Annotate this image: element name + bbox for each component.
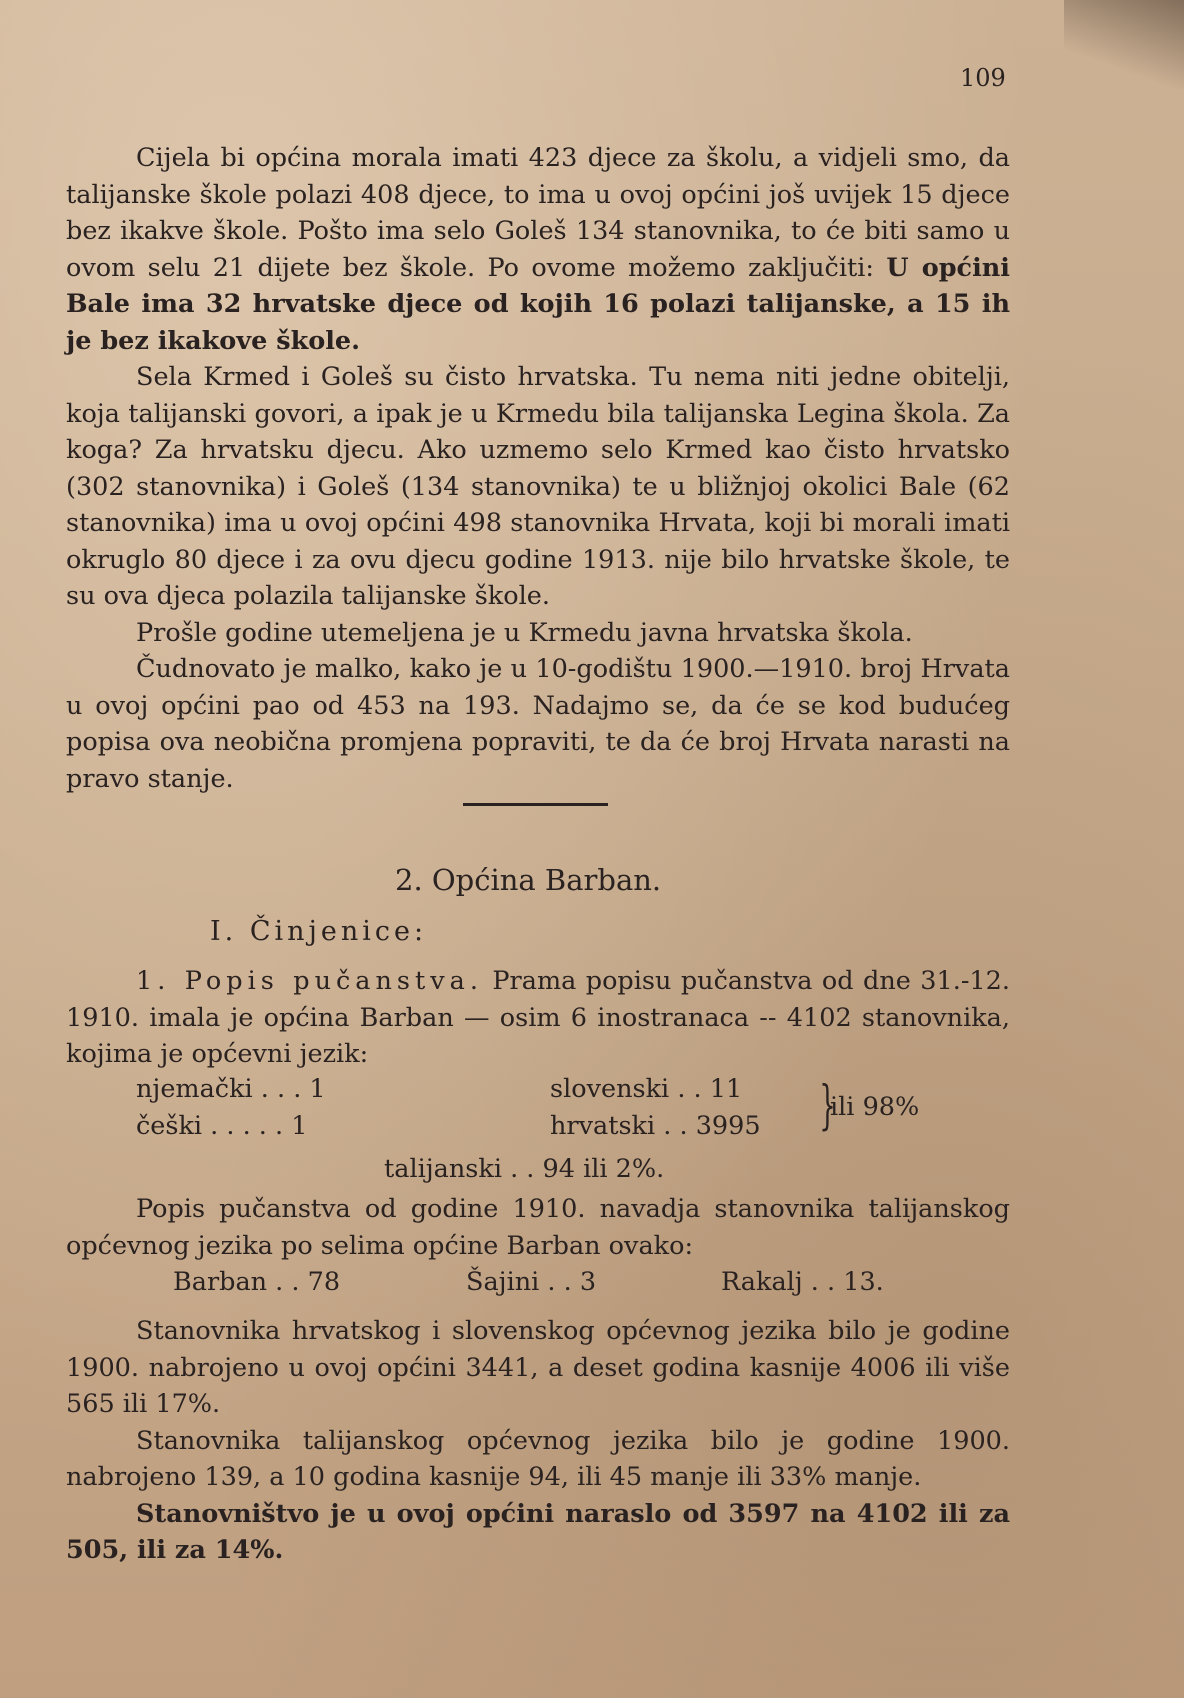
paragraph-krmed-goles: Sela Krmed i Goleš su čisto hrvatska. Tu nema niti jedne obitelji, koja talijanski govori, a ipak je u Krmedu bila talijanska Legina škola. Za koga? Za hrvatsku djecu. Ako uzmemo selo Krmed kao čisto hrvatsko (302 stanovnika) i Goleš (134 stanovnika) te u bližnjoj okolici Bale (62 stanovnika) ima u ovoj općini 498 stanovnika Hrvata, koji bi morali imati okruglo 80 djece i za ovu djecu godine 1913. nije bilo hrvatske škole, te su ova djeca polazila talijanske škole. [66, 362, 1010, 611]
section-heading: 2. Općina Barban. [395, 863, 662, 897]
language-slovene: slovenski . . 11 [550, 1074, 743, 1104]
section-subheading: I. Činjenice: [210, 916, 428, 947]
brace-icon: } [819, 1076, 836, 1136]
village-rakalj: Rakalj . . 13. [721, 1267, 884, 1297]
paragraph-population-growth: Stanovništvo je u ovoj općini naraslo od 3597 na 4102 ili za 505, ili za 14%. [66, 1498, 1010, 1565]
village-sajini: Šajini . . 3 [466, 1267, 597, 1297]
paragraph-bale-schools-conclusion: U općini Bale ima 32 hrvatske djece od kojih 16 polazi talijanske, a 15 ih je bez ikakove škole. [66, 252, 1010, 356]
top-text-block [66, 140, 1010, 797]
page-number: 109 [960, 64, 1006, 92]
census-item-label: 1. Popis pučanstva. [136, 966, 483, 996]
paragraph-villages-intro: Popis pučanstva od godine 1910. navadja stanovnika talijanskog općevnog jezika po selima općine Barban ovako: [66, 1194, 1010, 1261]
paragraph-census-intro [66, 963, 1010, 1073]
paragraph-slavic-growth: Stanovnika hrvatskog i slovenskog općevnog jezika bilo je godine 1900. nabrojeno u ovoj općini 3441, a deset godina kasnije 4006 ili više 565 ili 17%. [66, 1316, 1010, 1419]
slavic-share: ili 98% [830, 1092, 920, 1122]
language-table [136, 1074, 1016, 1189]
census-item-text: Prama popisu pučanstva od dne 31.-12. 1910. imala je općina Barban — osim 6 inostranaca -- 4102 stanovnika, kojima je općevni jezik: [66, 966, 1010, 1069]
paragraph-croat-decline: Čudnovato je malko, kako je u 10-godištu 1900.—1910. broj Hrvata u ovoj općini pao od 453 na 193. Nadajmo se, da će se kod budućeg popisa ova neobična promjena popraviti, te da će broj Hrvata narasti na pravo stanje. [66, 654, 1010, 794]
villages-intro-block [66, 1191, 1010, 1264]
language-german: njemački . . . 1 [136, 1074, 326, 1104]
paragraph-italian-decline: Stanovnika talijanskog općevnog jezika bilo je godine 1900. nabrojeno 139, a 10 godina kasnije 94, ili 45 manje ili 33% manje. [66, 1425, 1010, 1492]
section-divider [463, 803, 608, 806]
census-intro-block [66, 963, 1010, 1073]
paragraph-krmed-school: Prošle godine utemeljena je u Krmedu javna hrvatska škola. [136, 617, 913, 648]
language-croatian: hrvatski . . 3995 [550, 1111, 761, 1141]
paragraph-bale-schools-text: Cijela bi općina morala imati 423 djece za školu, a vidjeli smo, da talijanske škole polazi 408 djece, to ima u ovoj općini još uvijek 15 djece bez ikakve škole. Pošto ima selo Goleš 134 stanovnika, to će biti samo u ovom selu 21 dijete bez škole. Po ovome možemo zaključiti: [66, 143, 1010, 283]
language-italian: talijanski . . 94 ili 2%. [384, 1154, 665, 1184]
village-barban: Barban . . 78 [173, 1267, 341, 1297]
paragraph-bale-schools [66, 140, 1010, 359]
bottom-text-block [66, 1313, 1010, 1569]
page-corner-shadow [1064, 0, 1184, 90]
language-czech: češki . . . . . 1 [136, 1111, 308, 1141]
